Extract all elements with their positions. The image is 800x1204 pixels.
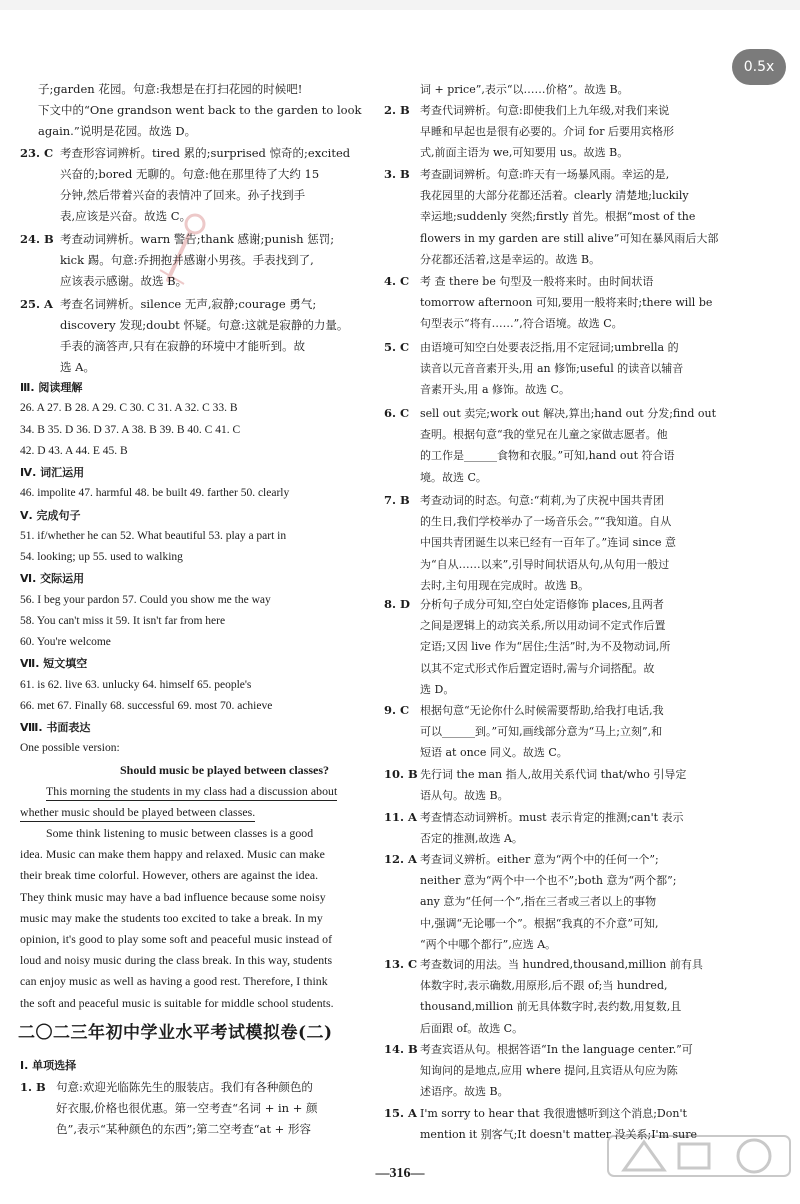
question-number: 15. A [384,1106,417,1120]
essay-underlined-sentence: This morning the students in my class had a discussion about [46,784,337,801]
explanation-line: 句意:欢迎光临陈先生的服装店。我们有各种颜色的 [56,1080,313,1094]
explanation-line: 去时,主句用现在完成时。故选 B。 [420,578,590,592]
question-number: 25. A [20,297,53,311]
top-strip [0,0,800,10]
explanation-line: 中,强调“无论哪一个”。根据“我真的不介意”可知, [420,916,659,930]
answer-row: 46. impolite 47. harmful 48. be built 49. farther 50. clearly [20,487,290,499]
explanation-line: 表,应该是兴奋。故选 C。 [60,209,192,223]
explanation-line: 短语 at once 同义。故选 C。 [420,746,568,760]
explanation-line: 考查数词的用法。当 hundred,thousand,million 前有具 [420,958,703,971]
explanation-line: sell out 卖完;work out 解决,算出;hand out 分发;find out [420,407,716,420]
explanation-line: kick 踢。句意:乔拥抱并感谢小男孩。手表找到了, [60,253,314,267]
question-number: 23. C [20,146,54,160]
explanation-line: 查明。根据句意“我的堂兄在儿童之家做志愿者。他 [420,428,668,442]
explanation-line: 考查副词辨析。句意:昨天有一场暴风雨。幸运的是, [420,168,670,181]
explanation-line: flowers in my garden are still alive”可知在暴风雨后大部 [420,231,719,245]
essay-line: can enjoy music as well as having a good rest. Therefore, I think [20,974,328,989]
explanation-line: “两个中哪个都行”,应选 A。 [420,937,557,951]
answer-row: 42. D 43. A 44. E 45. B [20,445,128,457]
answer-row: 56. I beg your pardon 57. Could you show me the way [20,594,271,606]
question-number: 9. C [384,703,410,717]
explanation-line: tomorrow afternoon 可知,要用一般将来时;there will be [420,296,713,310]
section-single-choice: Ⅰ. 单项选择 [20,1059,77,1072]
explanation-line: 读音以元音音素开头,用 an 修饰;useful 的读音以辅音 [420,362,684,376]
explanation-line: 好衣服,价格也很优惠。第一空考查“名词 + in + 颜 [56,1101,318,1115]
page-number: —316— [375,1166,425,1181]
explanation-line: 句型表示“将有……”,符合语境。故选 C。 [420,317,623,331]
answer-row: 54. looking; up 55. used to walking [20,551,183,563]
explanation-line: 之间是逻辑上的动宾关系,所以用动词不定式作后置 [420,619,666,633]
question-number: 4. C [384,274,410,288]
question-number: 8. D [384,597,410,611]
question-number: 6. C [384,406,410,420]
question-number: 3. B [384,167,410,181]
explanation-line: 子;garden 花园。句意:我想是在打扫花园的时候吧! [38,82,303,96]
essay-line: They think music may have a bad influence because some noisy [20,889,326,904]
question-number: 11. A [384,810,417,824]
explanation-line: 述语序。故选 B。 [420,1085,509,1099]
essay-line: their break time colorful. However, others are against the idea. [20,868,319,883]
explanation-line: 应该表示感谢。故选 B。 [60,274,188,288]
essay-line: idea. Music can make them happy and relaxed. Music can make [20,847,325,862]
essay-line: opinion, it's good to play some soft and peaceful music instead of [20,932,333,946]
explanation-line: 选 A。 [60,360,95,374]
question-number: 24. B [20,232,54,246]
explanation-line: I'm sorry to hear that 我很遗憾听到这个消息;Don't [420,1107,687,1120]
explanation-line: mention it 别客气;It doesn't matter 没关系;I'm sure [420,1128,698,1142]
explanation-line: 考查代词辨析。句意:即使我们上九年级,对我们来说 [420,104,670,117]
explanation-line: 兴奋的;bored 无聊的。句意:他在那里待了大约 15 [60,167,320,181]
essay-title: Should music be played between classes? [120,763,330,777]
explanation-line: 考查宾语从句。根据答语“In the language center.”可 [420,1043,693,1056]
question-number: 5. C [384,340,410,354]
explanation-line: 我花园里的大部分花都还活着。clearly 清楚地;luckily [420,189,689,203]
explanation-line: 语从句。故选 B。 [420,789,509,803]
explanation-line: 以其不定式形式作后置定语时,需与介词搭配。故 [420,661,655,675]
explanation-line: 后面跟 of。故选 C。 [420,1021,524,1035]
essay-line: music may make the students too excited to take a break. In my [20,910,323,925]
explanation-line: 分钟,然后带着兴奋的表情冲了回来。孙子找到手 [60,188,306,202]
answer-row: 34. B 35. D 36. D 37. A 38. B 39. B 40. C 41. C [20,424,241,436]
explanation-line: 知询问的是地点,应用 where 提问,且宾语从句应为陈 [420,1064,678,1078]
answer-row: 66. met 67. Finally 68. successful 69. most 70. achieve [20,700,273,712]
question-number: 7. B [384,493,410,507]
essay-line: loud and noisy music during the class break. In this way, students [20,953,333,968]
section-dialog: Ⅵ. 交际运用 [20,572,85,585]
essay-line: Some think listening to music between classes is a good [46,826,314,840]
question-number: 14. B [384,1042,418,1056]
explanation-line: 的生日,我们学校举办了一场音乐会。”“我知道。自从 [420,515,672,529]
explanation-line: 词 + price”,表示“以……价格”。故选 B。 [420,83,629,96]
explanation-line: neither 意为“两个中一个也不”;both 意为“两个都”; [420,874,677,888]
explanation-line: 根据句意“无论你什么时候需要帮助,给我打电话,我 [420,704,664,717]
essay-underlined-sentence: whether music should be played between classes. [20,805,255,822]
explanation-line: 由语境可知空白处要表泛指,用不定冠词;umbrella 的 [420,341,679,354]
explanation-line: 分析句子成分可知,空白处定语修饰 places,且两者 [420,598,664,611]
question-number: 12. A [384,852,417,866]
explanation-line: 考 查 there be 句型及一般将来时。由时间状语 [420,275,654,288]
explanation-line: 否定的推测,故选 A。 [420,832,523,846]
explanation-line: 考查形容词辨析。tired 累的;surprised 惊奇的;excited [60,146,351,160]
explanation-line: 体数字时,表示确数,用原形,后不跟 of;当 hundred, [420,979,668,993]
explanation-line: 中国共青团诞生以来已经有一百年了。”连词 since 意 [420,536,677,550]
explanation-line: 可以______到。”可知,画线部分意为“马上;立刻”,和 [420,725,663,739]
explanation-line: 下文中的“One grandson went back to the garden to look [38,103,362,117]
explanation-line: 为“自从……以来”,引导时间状语从句,从句用一般过 [420,557,670,571]
exam-title: 二〇二三年初中学业水平考试模拟卷(二) [18,1023,333,1043]
explanation-line: any 意为“任何一个”,指在三者或三者以上的事物 [420,895,657,909]
explanation-line: 考查名词辨析。silence 无声,寂静;courage 勇气; [60,297,317,311]
section-reading: Ⅲ. 阅读理解 [20,381,83,394]
section-vocab: Ⅳ. 词汇运用 [20,466,85,479]
section-cloze: Ⅶ. 短文填空 [20,657,88,670]
explanation-line: 定语;又因 live 作为“居住;生活”时,为不及物动词,所 [420,640,671,654]
section-complete: Ⅴ. 完成句子 [20,509,81,522]
explanation-line: 先行词 the man 指人,故用关系代词 that/who 引导定 [420,768,687,781]
explanation-line: 幸运地;suddenly 突然;firstly 首先。根据“most of the [420,210,696,224]
playback-speed-button[interactable]: 0.5x [732,49,786,85]
answer-row: 61. is 62. live 63. unlucky 64. himself 65. people's [20,679,252,691]
explanation-line: discovery 发现;doubt 怀疑。句意:这就是寂静的力量。 [60,318,349,332]
question-number: 1. B [20,1080,46,1094]
explanation-line: 式,前面主语为 we,可知要用 us。故选 B。 [420,146,629,160]
explanation-line: again.”说明是花园。故选 D。 [38,124,197,138]
answer-row: 51. if/whether he can 52. What beautiful 53. play a part in [20,530,287,542]
explanation-line: 选 D。 [420,682,455,696]
explanation-line: 考查情态动词辨析。must 表示肯定的推测;can't 表示 [420,811,684,824]
explanation-line: 考查动词的时态。句意:“莉莉,为了庆祝中国共青团 [420,494,664,507]
answer-row: 26. A 27. B 28. A 29. C 30. C 31. A 32. C 33. B [20,402,238,414]
version-label: One possible version: [20,742,120,754]
explanation-line: 考查动词辨析。warn 警告;thank 感谢;punish 惩罚; [60,232,335,246]
section-writing: Ⅷ. 书面表达 [20,721,91,734]
answer-row: 58. You can't miss it 59. It isn't far from here [20,615,226,627]
explanation-line: 的工作是______食物和衣服。”可知,hand out 符合语 [420,449,675,463]
explanation-line: 境。故选 C。 [420,470,487,484]
explanation-line: thousand,million 前无具体数字时,表约数,用复数,且 [420,1000,682,1014]
explanation-line: 早睡和早起也是很有必要的。介词 for 后要用宾格形 [420,125,674,139]
explanation-line: 音素开头,用 a 修饰。故选 C。 [420,383,570,397]
explanation-line: 手表的滴答声,只有在寂静的环境中才能听到。故 [60,339,306,353]
answer-row: 60. You're welcome [20,636,111,648]
explanation-line: 考查词义辨析。either 意为“两个中的任何一个”; [420,853,659,866]
question-number: 10. B [384,767,418,781]
question-number: 13. C [384,957,418,971]
explanation-line: 分花都还活着,这是幸运的。故选 B。 [420,252,601,266]
explanation-line: 色”,表示“某种颜色的东西”;第二空考查“at + 形容 [56,1122,311,1136]
essay-line: the soft and peaceful music is suitable for middle school students. [20,995,334,1010]
question-number: 2. B [384,103,410,117]
